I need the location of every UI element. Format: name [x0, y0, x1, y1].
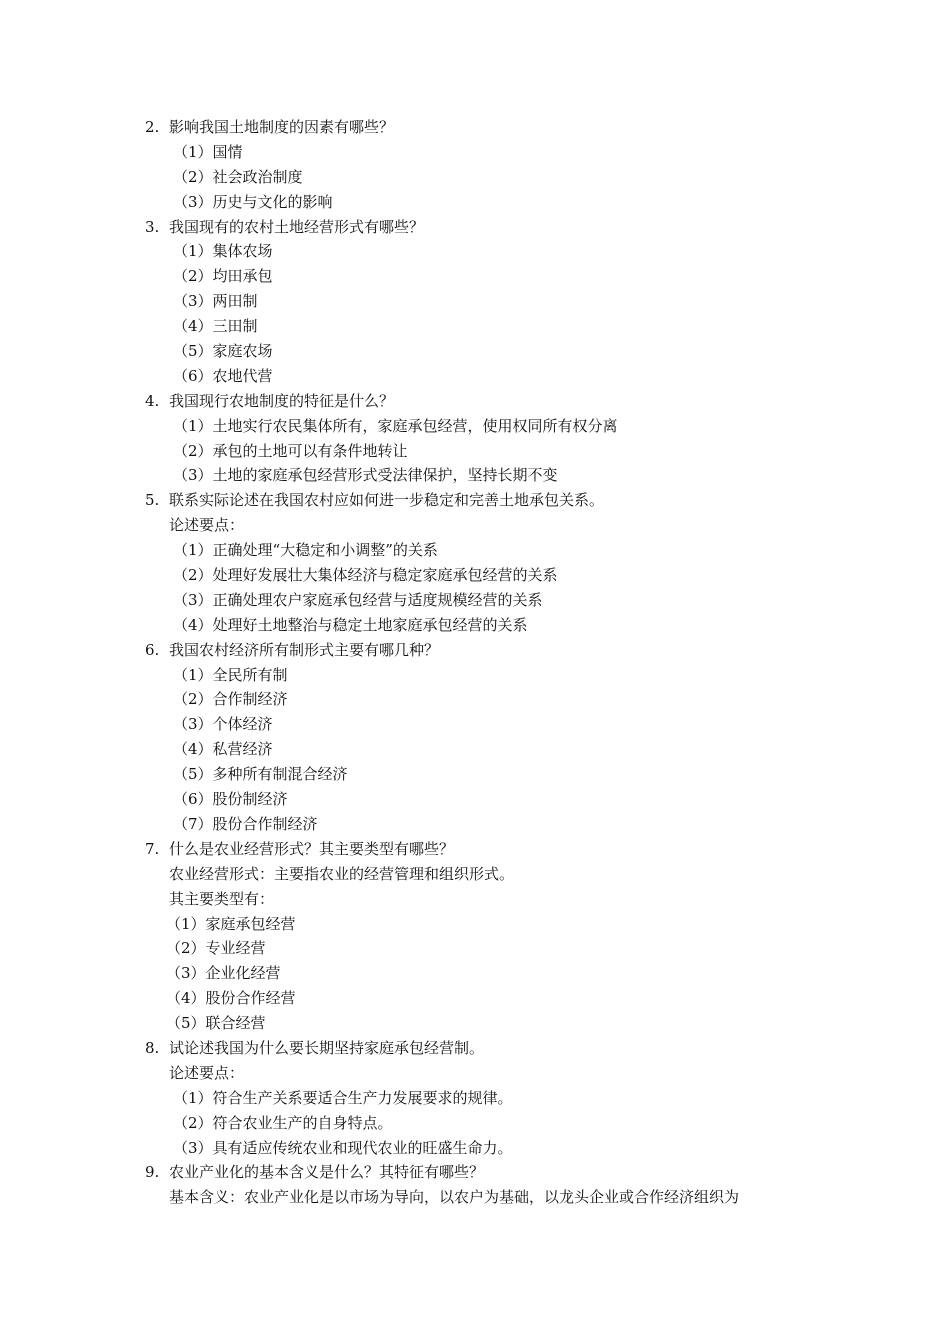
question-line	[0, 488, 950, 513]
answer-item-line: （5）联合经营	[166, 1014, 266, 1033]
answer-item-line: （1）集体农场	[173, 242, 273, 261]
answer-note-line: 其主要类型有：	[169, 889, 275, 908]
question-number: 8.	[145, 1038, 160, 1057]
answer-item-line: （1）全民所有制	[173, 665, 288, 684]
answer-item-line: （2）社会政治制度	[173, 167, 303, 186]
question-number: 4.	[145, 391, 160, 410]
answer-item-line: （5）多种所有制混合经济	[173, 765, 348, 784]
answer-item-line: （3）土地的家庭承包经营形式受法律保护，坚持长期不变	[173, 466, 558, 485]
answer-item-line: （1）正确处理“大稳定和小调整”的关系	[173, 541, 438, 560]
answer-item-line: （4）私营经济	[173, 740, 273, 759]
answer-item-line: （6）股份制经济	[173, 790, 288, 809]
answer-item-line: （5）家庭农场	[173, 342, 273, 361]
answer-item-line: （3）企业化经营	[166, 964, 281, 983]
answer-item-line: （4）三田制	[173, 317, 258, 336]
question-line	[0, 638, 950, 663]
document-body	[0, 115, 950, 1210]
question-line	[0, 115, 950, 140]
answer-item-line: （6）农地代营	[173, 366, 273, 385]
answer-note-line: 基本含义：农业产业化是以市场为导向，以农户为基础，以龙头企业或合作经济组织为	[169, 1188, 740, 1207]
answer-item-line: （2）专业经营	[166, 939, 266, 958]
question-text: 试论述我国为什么要长期坚持家庭承包经营制。	[169, 1038, 485, 1057]
answer-item-line: （3）两田制	[173, 292, 258, 311]
answer-item-line: （2）符合农业生产的自身特点。	[173, 1113, 393, 1132]
question-number: 5.	[145, 491, 160, 510]
question-line	[0, 215, 950, 240]
answer-item-line: （3）历史与文化的影响	[173, 192, 333, 211]
question-text: 我国农村经济所有制形式主要有哪几种？	[169, 640, 440, 659]
answer-item-line: （1）土地实行农民集体所有，家庭承包经营，使用权同所有权分离	[173, 416, 618, 435]
answer-item-line: （1）符合生产关系要适合生产力发展要求的规律。	[173, 1088, 513, 1107]
answer-item-line: （3）具有适应传统农业和现代农业的旺盛生命力。	[173, 1138, 513, 1157]
answer-note-line: 论述要点：	[169, 1063, 245, 1082]
answer-note-line: 农业经营形式：主要指农业的经营管理和组织形式。	[169, 864, 515, 883]
question-text: 我国现有的农村土地经营形式有哪些？	[169, 217, 425, 236]
question-text: 农业产业化的基本含义是什么？其特征有哪些？	[169, 1163, 485, 1182]
question-number: 9.	[145, 1163, 160, 1182]
question-text: 影响我国土地制度的因素有哪些？	[169, 118, 395, 136]
question-number: 3.	[145, 217, 160, 236]
answer-item-line: （2）合作制经济	[173, 690, 288, 709]
question-number: 7.	[145, 839, 160, 858]
answer-item-line: （3）正确处理农户家庭承包经营与适度规模经营的关系	[173, 590, 543, 609]
question-line	[0, 1036, 950, 1061]
question-text: 什么是农业经营形式？其主要类型有哪些？	[169, 839, 455, 858]
answer-item-line: （3）个体经济	[173, 715, 273, 734]
question-line	[0, 1160, 950, 1185]
question-text: 联系实际论述在我国农村应如何进一步稳定和完善土地承包关系。	[169, 491, 605, 510]
question-number: 2.	[145, 118, 160, 136]
answer-item-line: （2）承包的土地可以有条件地转让	[173, 441, 408, 460]
answer-note-line: 论述要点：	[169, 516, 245, 535]
answer-item-line: （1）家庭承包经营	[166, 914, 296, 933]
answer-item-line: （1）国情	[173, 142, 243, 161]
question-line	[0, 389, 950, 414]
question-text: 我国现行农地制度的特征是什么？	[169, 391, 395, 410]
answer-item-line: （2）处理好发展壮大集体经济与稳定家庭承包经营的关系	[173, 566, 558, 585]
question-number: 6.	[145, 640, 160, 659]
question-line	[0, 837, 950, 862]
answer-item-line: （4）股份合作经营	[166, 989, 296, 1008]
answer-item-line: （4）处理好土地整治与稳定土地家庭承包经营的关系	[173, 615, 528, 634]
answer-item-line: （2）均田承包	[173, 267, 273, 286]
answer-item-line: （7）股份合作制经济	[173, 814, 318, 833]
